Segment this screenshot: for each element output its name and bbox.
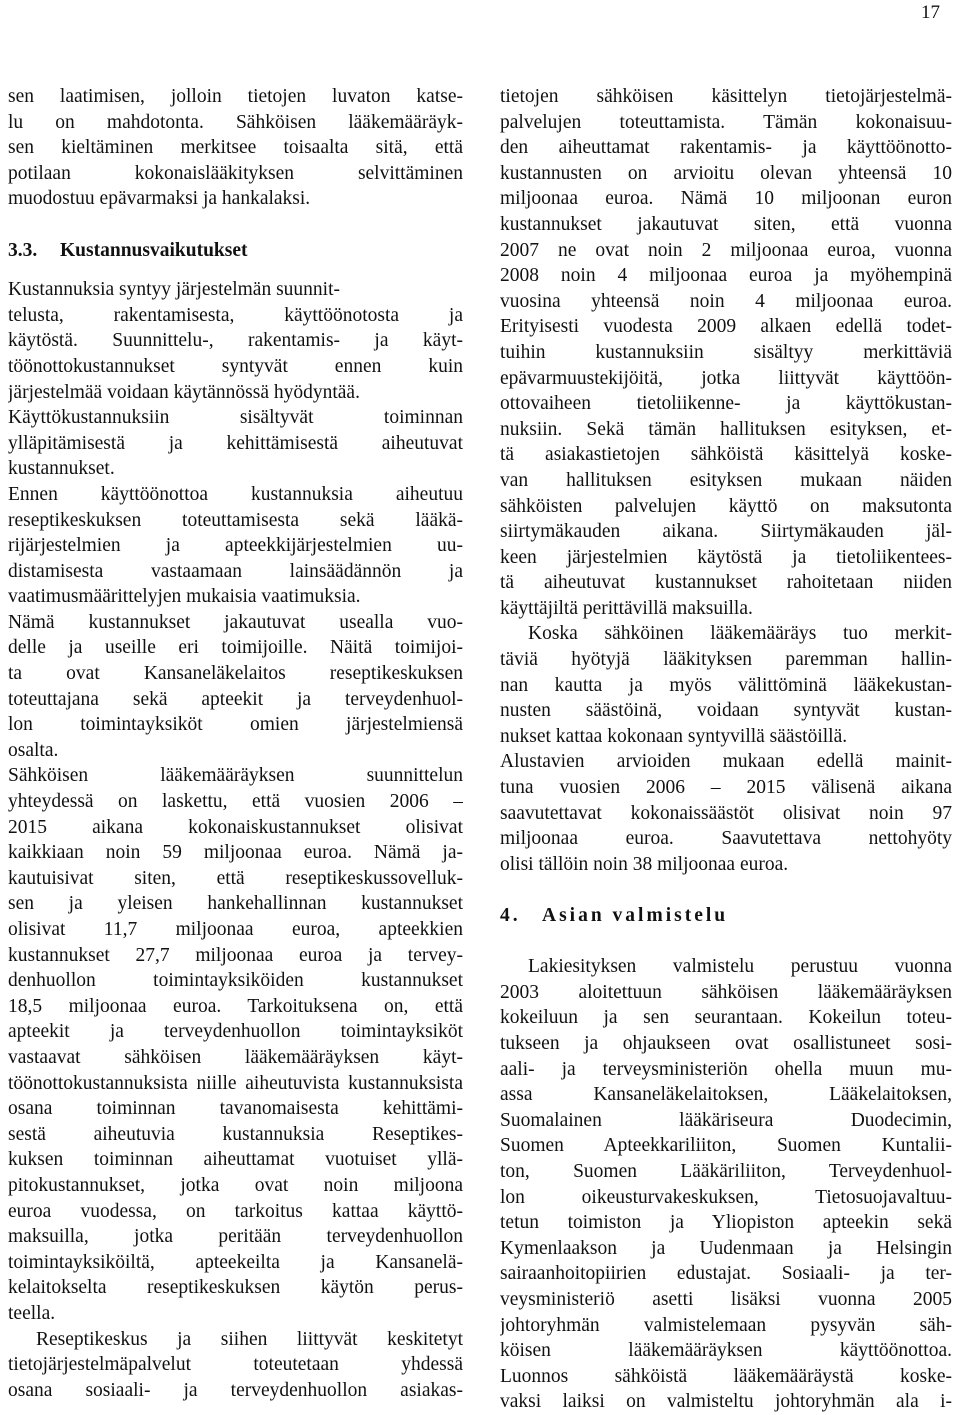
text-line: sairaanhoitopiirien edustajat. Sosiaali- ja ter-: [500, 1263, 952, 1285]
text-line: ylläpitämisestä ja kehittämisestä aiheutuvat: [8, 432, 463, 454]
spacer: [500, 929, 952, 955]
text-line: Käyttökustannuksiin sisältyvät toiminnan: [8, 407, 463, 429]
text-line: vastaavat sähköisen lääkemääräyksen käyt-: [8, 1046, 463, 1068]
text-line: töönottokustannuksista niille aiheutuvista kustannuksista: [8, 1072, 463, 1094]
paragraph-cost-details: [8, 277, 463, 1326]
text-line: palvelujen toteuttamista. Tämän kokonaisuu-: [500, 111, 952, 133]
text-line: Lakiesityksen valmistelu perustuu vuonna: [528, 956, 952, 978]
text-line: reseptikeskuksen toteuttamisesta sekä lääkä-: [8, 509, 463, 531]
text-line: siirtymäkauden aikana. Siirtymäkauden jäl-: [500, 521, 952, 543]
paragraph-preparation: [500, 954, 952, 1415]
text-line: Suomalainen lääkäriseura Duodecimin,: [500, 1109, 952, 1131]
text-line: aali- ja terveysministeriön ohella muun mu-: [500, 1058, 952, 1080]
right-column: [500, 84, 952, 1415]
text-line: epävarmuustekijöitä, jotka liittyvät käyttöön-: [500, 367, 952, 389]
text-line: telusta, rakentamisesta, käyttöönotosta ja: [8, 304, 463, 326]
text-line: kelaitokselta reseptikeskuksen käytön perus-: [8, 1277, 463, 1299]
section-number: 3.3.: [8, 239, 38, 261]
text-line: kuksen toiminnan aiheuttamat vuotuiset yllä-: [8, 1149, 463, 1171]
text-line: toimintayksiköiltä, apteekeilta ja Kansanelä-: [8, 1251, 463, 1273]
section-number: 4.: [500, 905, 521, 926]
text-line: yhteydessä on laskettu, että vuosien 2006 –: [8, 791, 463, 813]
text-line: ta ovat Kansaneläkelaitos reseptikeskuksen: [8, 663, 463, 685]
text-line: kokeiluun ja sen seurantaan. Kokeilun toteu-: [500, 1007, 952, 1029]
text-line: tuihin kustannuksiin sisältyy merkittäviä: [500, 341, 952, 363]
text-line: van hallituksen esityksen mukaan näiden: [500, 469, 952, 491]
text-line: käyttäjiltä perittävillä maksuilla.: [500, 597, 753, 619]
text-line: pitokustannukset, jotka ovat noin miljoona: [8, 1174, 463, 1196]
text-line: miljoonaa euroa. Nämä 10 miljoonan euron: [500, 188, 952, 210]
paragraph-savings: [500, 621, 952, 877]
text-line: käytöstä. Suunnittelu-, rakentamis- ja käyt-: [8, 330, 463, 352]
text-line: Kymenlaakson ja Uudenmaan ja Helsingin: [500, 1237, 952, 1259]
text-line: Ennen käyttöönottoa kustannuksia aiheutuu: [8, 483, 463, 505]
text-line: täviä hyötyjä lääkityksen paremman hallin-: [500, 649, 952, 671]
text-line: distamisesta vastaamaan lainsäädännön ja: [8, 560, 463, 582]
text-line: toteuttajana sekä apteekit ja terveydenhuol-: [8, 688, 463, 710]
text-line: 2007 ne ovat noin 2 miljoonaa euroa, vuonna: [500, 239, 952, 261]
text-line: den aiheuttamat rakentamis- ja käyttöönotto-: [500, 137, 952, 159]
text-line: saavutettavat kokonaissäästöt olisivat noin 97: [500, 802, 952, 824]
text-line: tä asiakastietojen sähköistä käsittelyä koske-: [500, 444, 952, 466]
text-line: sen kieltäminen merkitsee toisaalta sitä, että: [8, 137, 463, 159]
text-line: keen järjestelmien käytöstä ja tietoliikentees-: [500, 546, 952, 568]
text-line: tietojärjestelmäpalvelut toteutetaan yhdessä: [8, 1354, 463, 1376]
text-line: Reseptikeskus ja siihen liittyvät keskitetyt: [36, 1328, 463, 1350]
section-title: Asian valmistelu: [542, 905, 729, 926]
spacer: [8, 212, 463, 238]
text-line: tukseen ja ohjaukseen ovat osallistuneet sosi-: [500, 1032, 952, 1054]
text-line: johtoryhmän valmistelemaan pysyvän säh-: [500, 1314, 952, 1336]
section-title: Kustannusvaikutukset: [60, 239, 248, 261]
text-line: nan kautta ja myös välittöminä lääkekustan-: [500, 674, 952, 696]
text-line: maksuilla, jotka peritään terveydenhuollon: [8, 1226, 463, 1248]
text-line: ottovaiheen tietoliikenne- ja käyttökustan-: [500, 393, 952, 415]
paragraph-intro: [8, 84, 463, 212]
text-line: 2008 noin 4 miljoonaa euroa ja myöhempinä: [500, 265, 952, 287]
text-line: ton, Suomen Lääkäriliiton, Terveydenhuol-: [500, 1160, 952, 1182]
text-line: köisen lääkemääräyksen käyttöönottoa.: [500, 1340, 952, 1362]
text-line: tä aiheutuvat kustannukset rahoitetaan niiden: [500, 572, 952, 594]
text-line: kustannukset.: [8, 458, 115, 480]
text-line: Luonnos sähköistä lääkemääräystä koske-: [500, 1365, 952, 1387]
section-heading-4: [500, 903, 952, 929]
spacer: [8, 263, 463, 277]
text-line: 2003 aloitettuun sähköisen lääkemääräyksen: [500, 981, 952, 1003]
page-number: 17: [921, 2, 940, 23]
text-line: kaikkiaan noin 59 miljoonaa euroa. Nämä ja-: [8, 842, 463, 864]
text-line: töönottokustannukset syntyvät ennen kuin: [8, 355, 463, 377]
text-line: olisivat 11,7 miljoonaa euroa, apteekkien: [8, 919, 463, 940]
text-line: assa Kansaneläkelaitoksen, Lääkelaitoksen,: [500, 1084, 952, 1106]
text-line: kustannukset 27,7 miljoonaa euroa ja tervey-: [8, 944, 463, 966]
text-line: lon toimintayksiköt omien järjestelmiensä: [8, 714, 463, 736]
text-line: muodostuu epävarmaksi ja hankalaksi.: [8, 188, 311, 210]
text-line: vuosina yhteensä noin 4 miljoonaa euroa.: [500, 290, 952, 312]
text-line: potilaan kokonaislääkityksen selvittäminen: [8, 162, 463, 184]
text-line: kustannukset jakautuvat siten, että vuonna: [500, 213, 952, 235]
text-line: tetun toimiston ja Yliopiston apteekin sekä: [500, 1212, 952, 1234]
text-line: lu on mahdotonta. Sähköisen lääkemääräyk-: [8, 111, 463, 133]
text-line: sähköisten palvelujen käyttö on maksutonta: [500, 495, 952, 517]
text-line: Erityisesti vuodesta 2009 alkaen edellä todet-: [500, 316, 952, 338]
text-line: nusten säästöinä, voidaan syntyvät kustan-: [500, 700, 952, 722]
text-line: sen laatimisen, jolloin tietojen luvaton katse-: [8, 86, 463, 107]
text-line: Koska sähköinen lääkemääräys tuo merkit-: [528, 623, 952, 645]
paragraph-reseptikeskus: [8, 1327, 463, 1404]
text-line: denhuollon toimintayksiköiden kustannukset: [8, 970, 463, 992]
text-line: veysministeriö asetti lisäksi vuonna 2005: [500, 1288, 952, 1310]
text-line: 18,5 miljoonaa euroa. Tarkoituksena on, että: [8, 995, 463, 1017]
text-line: Sähköisen lääkemääräyksen suunnittelun: [8, 765, 463, 787]
text-line: rijärjestelmien ja apteekkijärjestelmien uu-: [8, 535, 463, 557]
text-line: nuksiin. Sekä tämän hallituksen esityksen, et-: [500, 418, 952, 440]
text-line: olisi tällöin noin 38 miljoonaa euroa.: [500, 853, 789, 875]
text-line: delle ja useille eri toimijoille. Näitä toimijoi-: [8, 637, 463, 659]
text-line: osana sosiaali- ja terveydenhuollon asiakas-: [8, 1379, 463, 1401]
text-line: Suomen Apteekkariliiton, Suomen Kuntalii-: [500, 1135, 952, 1157]
text-line: Kustannuksia syntyy järjestelmän suunnit-: [8, 279, 340, 301]
paragraph-continued: [500, 84, 952, 621]
text-line: kustannusten on arvioitu olevan yhteensä 10: [500, 162, 952, 184]
text-line: järjestelmää voidaan käytännössä hyödyntää.: [8, 381, 360, 403]
text-line: Nämä kustannukset jakautuvat usealla vuo-: [8, 611, 463, 633]
text-line: vaatimusmäärittelyjen mukaisia vaatimuksia.: [8, 586, 361, 608]
text-line: tietojen sähköisen käsittelyn tietojärjestelmä-: [500, 86, 952, 107]
text-line: osalta.: [8, 739, 59, 761]
text-line: apteekit ja terveydenhuollon toimintayksiköt: [8, 1021, 463, 1043]
text-line: osana toiminnan tavanomaisesta kehittämi-: [8, 1098, 463, 1120]
text-line: vaksi laiksi on valmisteltu johtoryhmän ala i-: [500, 1391, 952, 1413]
text-line: euroa vuodessa, on tarkoitus kattaa käyttö-: [8, 1200, 463, 1222]
text-line: sestä aiheutuvia kustannuksia Reseptikes-: [8, 1123, 463, 1145]
left-column: [8, 84, 463, 1403]
section-heading-3-3: [8, 238, 463, 264]
text-line: miljoonaa euroa. Saavutettava nettohyöty: [500, 828, 952, 850]
text-line: nukset kattaa kokonaan syntyvillä säästöillä.: [500, 725, 848, 747]
text-line: 2015 aikana kokonaiskustannukset olisivat: [8, 816, 463, 838]
text-line: lon oikeusturvakeskuksen, Tietosuojavaltuu-: [500, 1186, 952, 1208]
text-line: sen ja yleisen hankehallinnan kustannukset: [8, 893, 463, 915]
text-line: kautuisivat siten, että reseptikeskussovelluk-: [8, 867, 463, 889]
spacer: [500, 877, 952, 903]
text-line: Alustavien arvioiden mukaan edellä mainit-: [500, 751, 952, 773]
text-line: tuna vuosien 2006 – 2015 välisenä aikana: [500, 777, 952, 799]
text-line: teella.: [8, 1302, 56, 1324]
